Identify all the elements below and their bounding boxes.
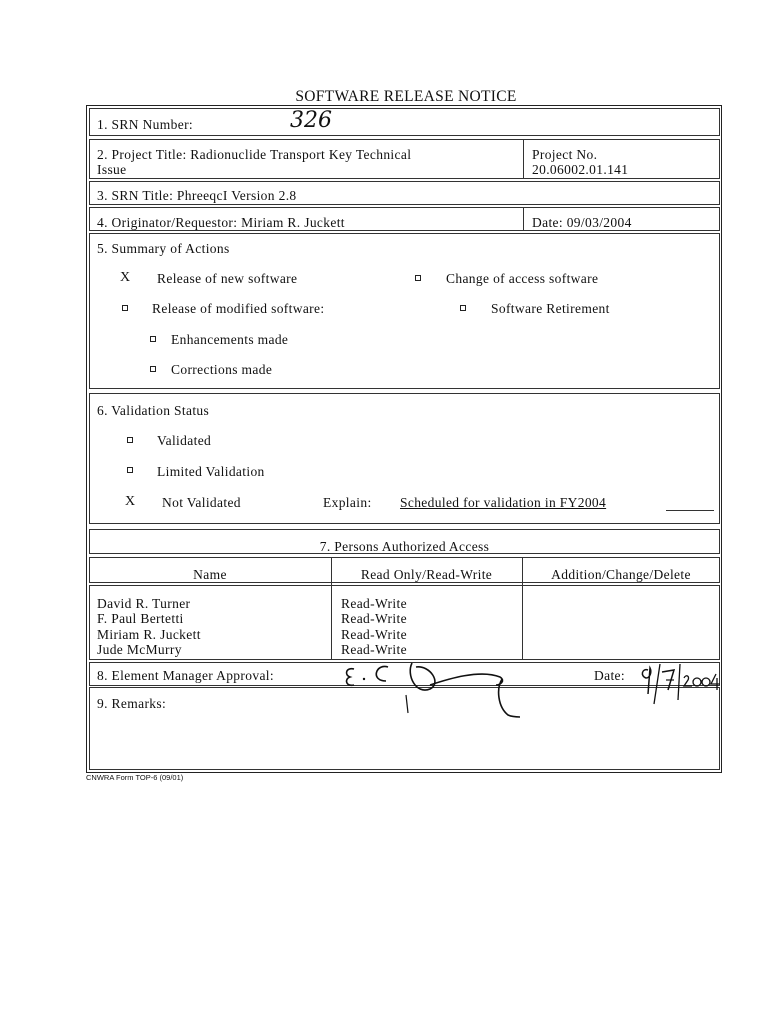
change-access-label: Change of access software [446,271,599,286]
limited-validation-checkbox[interactable] [127,467,133,473]
originator: 4. Originator/Requestor: Miriam R. Juckett [97,215,345,230]
explain-value: Scheduled for validation in FY2004 [400,495,607,510]
release-modified-checkbox[interactable] [122,305,128,311]
col-access: Read Only/Read-Write [360,567,493,582]
originator-divider [523,207,524,231]
change-access-checkbox[interactable] [415,275,421,281]
srn-number-handwritten: 326 [290,108,332,133]
not-validated-mark: X [125,494,136,509]
table-row-name: Miriam R. Juckett [97,627,201,642]
not-validated-label: Not Validated [162,495,241,510]
table-row-name: Jude McMurry [97,642,182,657]
form-footer: CNWRA Form TOP-6 (09/01) [86,773,184,782]
project-no-value: 20.06002.01.141 [532,162,629,177]
col-change: Addition/Change/Delete [551,567,691,582]
release-modified-label: Release of modified software: [152,301,325,316]
project-title-label: 2. Project Title: Radionuclide Transport Key Technical [97,147,412,162]
table-row-access: Read-Write [341,642,407,657]
table-row-access: Read-Write [341,596,407,611]
persons-label: 7. Persons Authorized Access [319,539,490,554]
table-row-name: F. Paul Bertetti [97,611,184,626]
project-title-cont: Issue [97,162,127,177]
table-row-access: Read-Write [341,611,407,626]
limited-validation-label: Limited Validation [157,464,265,479]
remarks-label: 9. Remarks: [97,696,167,711]
date: Date: 09/03/2004 [532,215,632,230]
project-no-label: Project No. [532,147,598,162]
release-new-mark: X [120,270,131,285]
explain-underline [666,510,714,511]
srn-number-label: 1. SRN Number: [97,117,194,132]
corrections-label: Corrections made [171,362,273,377]
release-new-label: Release of new software [157,271,298,286]
table-row-access: Read-Write [341,627,407,642]
srn-title: 3. SRN Title: PhreeqcI Version 2.8 [97,188,297,203]
approval-label: 8. Element Manager Approval: [97,668,275,683]
validated-label: Validated [157,433,212,448]
summary-label: 5. Summary of Actions [97,241,230,256]
explain-label: Explain: [323,495,372,510]
retirement-label: Software Retirement [491,301,610,316]
corrections-checkbox[interactable] [150,366,156,372]
project-divider [523,139,524,179]
validated-checkbox[interactable] [127,437,133,443]
enhancements-checkbox[interactable] [150,336,156,342]
validation-label: 6. Validation Status [97,403,210,418]
enhancements-label: Enhancements made [171,332,289,347]
table-row-name: David R. Turner [97,596,191,611]
col-name: Name [193,567,227,582]
retirement-checkbox[interactable] [460,305,466,311]
approval-date-handwritten [638,660,722,704]
form-title: SOFTWARE RELEASE NOTICE [295,88,517,105]
approval-signature [330,655,520,725]
approval-date-label: Date: [594,668,625,683]
